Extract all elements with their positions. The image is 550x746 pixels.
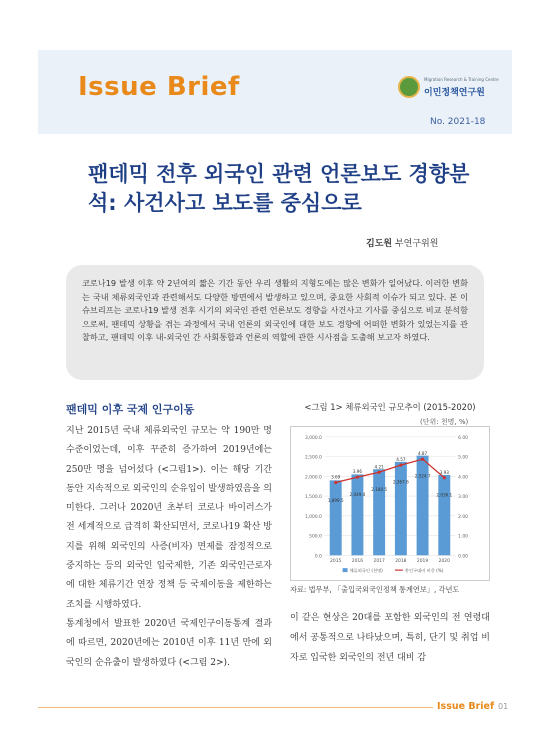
foreign-residents-chart xyxy=(290,426,490,581)
bar-value-label: 2,049.4 xyxy=(349,492,366,498)
x-tick-label: 2020 xyxy=(438,559,450,565)
author-role: 부연구위원 xyxy=(394,239,439,249)
line-point xyxy=(356,476,359,479)
issue-number: No. 2021-18 xyxy=(430,117,486,127)
line-value-label: 3.93 xyxy=(439,469,449,475)
footer-label: Issue Brief xyxy=(437,701,495,712)
y-left-tick-label: 1,000.0 xyxy=(304,514,322,520)
y-right-tick-label: 1.00 xyxy=(458,534,469,540)
line-value-label: 4.57 xyxy=(396,457,406,463)
bar xyxy=(414,456,431,556)
page-title: 팬데믹 전후 외국인 관련 언론보도 경향분석: 사건사고 보도를 중심으로 xyxy=(88,162,470,215)
bar xyxy=(392,462,409,555)
y-right-tick-label: 5.00 xyxy=(458,455,469,461)
y-left-tick-label: 2,000.0 xyxy=(304,475,322,481)
line-point xyxy=(334,481,337,484)
y-left-tick-label: 500.0 xyxy=(309,534,322,540)
x-tick-label: 2016 xyxy=(351,559,364,565)
y-left-tick-label: 1,500.0 xyxy=(304,495,322,501)
author xyxy=(366,236,438,249)
bar-value-label: 2,524.7 xyxy=(414,473,431,479)
section-title: 팬데믹 이후 국제 인구이동 xyxy=(66,403,195,416)
y-left-tick-label: 2,500.0 xyxy=(304,455,322,461)
bar xyxy=(436,475,453,555)
legend-line-label: 총인구대비 비중 (%) xyxy=(404,568,444,574)
line-point xyxy=(399,464,402,467)
brand-title: Issue Brief xyxy=(78,72,240,102)
footer-divider xyxy=(38,707,433,708)
bar xyxy=(371,469,388,555)
logo-english-name: Migration Research & Training Centre xyxy=(424,77,499,82)
page-number: 01 xyxy=(498,702,509,711)
institute-logo xyxy=(398,76,498,100)
line-value-label: 3.69 xyxy=(331,474,341,480)
legend-bar-swatch xyxy=(343,568,348,572)
y-right-tick-label: 0.00 xyxy=(458,554,469,560)
bar-value-label: 2,367.6 xyxy=(392,479,409,485)
y-right-tick-label: 4.00 xyxy=(458,475,469,481)
bar-value-label: 2,036.1 xyxy=(436,492,453,498)
y-right-tick-label: 6.00 xyxy=(458,435,469,441)
line-value-label: 4.87 xyxy=(417,451,428,457)
y-left-tick-label: 3,000.0 xyxy=(304,435,322,441)
line-value-label: 3.96 xyxy=(352,469,363,475)
globe-icon xyxy=(398,76,420,98)
body-column-left xyxy=(66,422,272,673)
bar-value-label: 1,899.5 xyxy=(327,498,344,504)
line-point xyxy=(421,458,424,461)
y-right-tick-label: 2.00 xyxy=(458,514,469,520)
legend-bar-label: 체류외국인 (천명) xyxy=(349,568,383,574)
figure-source: 자료: 법무부, 「출입국외국인정책 통계연보」, 각년도 xyxy=(290,585,460,594)
paragraph: 통계청에서 발표한 2020년 국제인구이동통계 결과에 따르면, 2020년에는 2010년 이후 11년 만에 외국인의 순유출이 발생하였다 (<그림 2>). xyxy=(66,618,272,668)
bar xyxy=(351,474,363,555)
author-name: 김도원 xyxy=(366,239,393,249)
x-tick-label: 2017 xyxy=(373,559,385,565)
body-column-right: 이 같은 현상은 20대를 포함한 외국인의 전 연령대에서 공통적으로 나타났으며, 특히, 단기 및 취업 비자로 입국한 외국인의 전년 대비 감 xyxy=(290,613,490,663)
x-tick-label: 2019 xyxy=(416,559,429,565)
y-right-tick-label: 3.00 xyxy=(458,495,469,501)
bar-value-label: 2,180.5 xyxy=(371,486,388,492)
x-tick-label: 2015 xyxy=(330,559,342,565)
abstract-box: 코로나19 발생 이후 약 2년여의 짧은 기간 동안 우리 생활의 지형도에는 많은 변화가 일어났다. 이러한 변화는 국내 체류외국인과 관련해서도 다양한 방면에서 발생하고 있으며, 중요한 사회적 이슈가 되고 있다. 본 이슈브리프는 코로나19 발생 전후 시기의 외국인 관련 언론보도 경향을 사건사고 기사를 중심으로 비교 분석함으로써, 팬데믹 상황을 겪는 과정에서 국내 언론의 외국인에 대한 보도 경향에 어떠한 변화가 있었는지를 관찰하고, 팬데믹 이후 내-외국인 간 사회통합과 언론의 역할에 관한 시사점을 도출해 보고자 하였다. xyxy=(66,265,484,380)
y-left-tick-label: 0.0 xyxy=(314,554,322,560)
x-tick-label: 2018 xyxy=(395,559,407,565)
line-point xyxy=(443,476,446,479)
line-point xyxy=(378,471,381,474)
paragraph: 지난 2015년 국내 체류외국인 규모는 약 190만 명 수준이었는데, 이후 꾸준히 증가하여 2019년에는 250만 명을 넘어섰다 (<그림1>). 이는 해당 기간 동안 지속적으로 외국인의 순유입이 발생하였음을 의미한다. 그러나 2020년 초부터 코로나 바이러스가 전 세계적으로 급격히 확산되면서, 코로나19 확산 방지를 위해 외국인의 사증(비자) 면제를 잠정적으로 중지하는 등의 외국인 입국제한, 기존 외국인근로자에 대한 체류기간 연장 정책 등 국제이동을 제한하는 조치를 시행하였다. xyxy=(66,426,272,610)
figure-unit: (단위: 천명, %) xyxy=(420,418,469,426)
logo-korean-name: 이민정책연구원 xyxy=(424,88,485,98)
line-value-label: 4.21 xyxy=(374,464,384,470)
bar xyxy=(327,480,344,555)
figure-caption: <그림 1> 체류외국인 규모추이 (2015-2020) xyxy=(304,402,476,412)
